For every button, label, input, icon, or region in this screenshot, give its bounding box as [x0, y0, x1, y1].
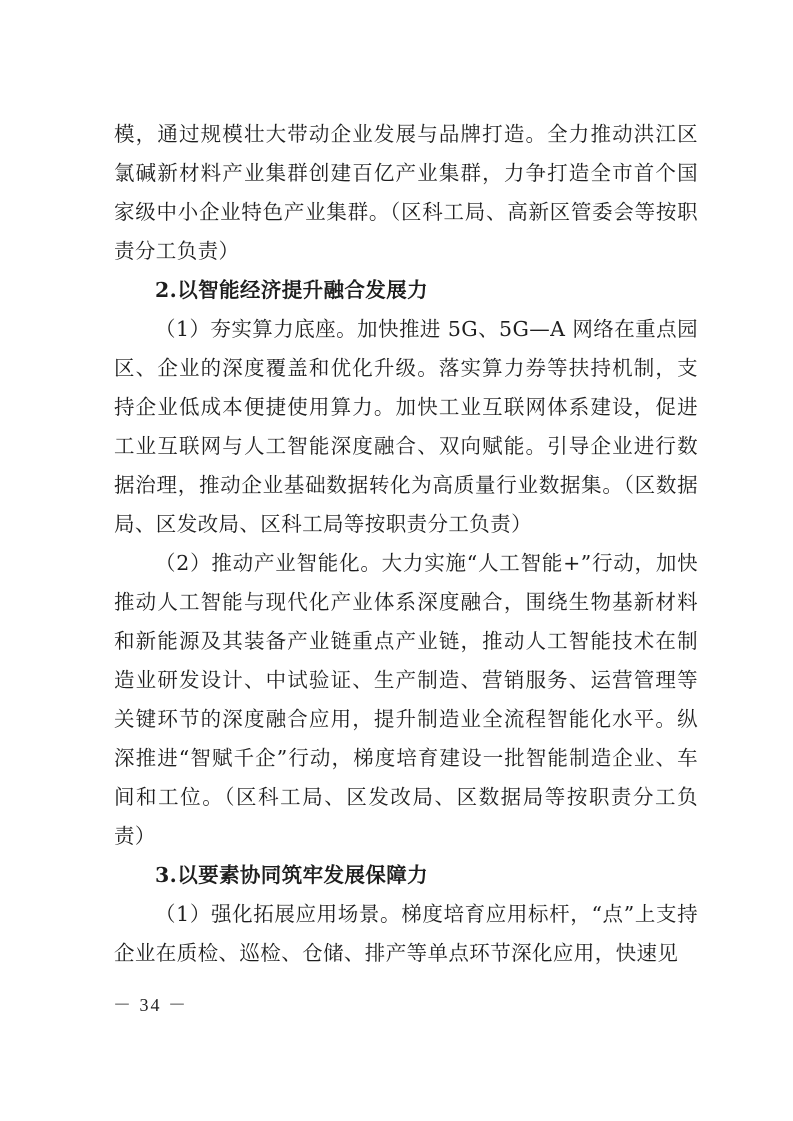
paragraph-computing-foundation: （1）夯实算力底座。加快推进 5G、5G—A 网络在重点园区、企业的深度覆盖和优化升级。落实算力券等扶持机制，支持企业低成本便捷使用算力。加快工业互联网体系建设，促进工业互联网与人工智能深度融合、双向赋能。引导企业进行数据治理，推动企业基础数据转化为高质量行业数据集。（区数据局、区发改局、区科工局等按职责分工负责）	[114, 317, 698, 536]
paragraph-continuation: 模，通过规模壮大带动企业发展与品牌打造。全力推动洪江区氯碱新材料产业集群创建百亿产业集群，力争打造全市首个国家级中小企业特色产业集群。（区科工局、高新区管委会等按职责分工负责）	[114, 122, 698, 263]
paragraph-industry-intelligence: （2）推动产业智能化。大力实施“人工智能+”行动，加快推动人工智能与现代化产业体系深度融合，围绕生物基新材料和新能源及其装备产业链重点产业链，推动人工智能技术在制造业研发设计、中试验证、生产制造、营销服务、运营管理等关键环节的深度融合应用，提升制造业全流程智能化水平。纵深推进“智赋千企”行动，梯度培育建设一批智能制造企业、车间和工位。（区科工局、区发改局、区数据局等按职责分工负责）	[114, 551, 698, 848]
document-body	[114, 115, 698, 973]
section-heading-2: 2.以智能经济提升融合发展力	[155, 278, 429, 302]
page-number: － 34 －	[113, 995, 188, 1015]
paragraph-application-scenarios: （1）强化拓展应用场景。梯度培育应用标杆，“点”上支持企业在质检、巡检、仓储、排产等单点环节深化应用，快速见	[114, 902, 698, 965]
section-heading-3: 3.以要素协同筑牢发展保障力	[155, 863, 429, 887]
